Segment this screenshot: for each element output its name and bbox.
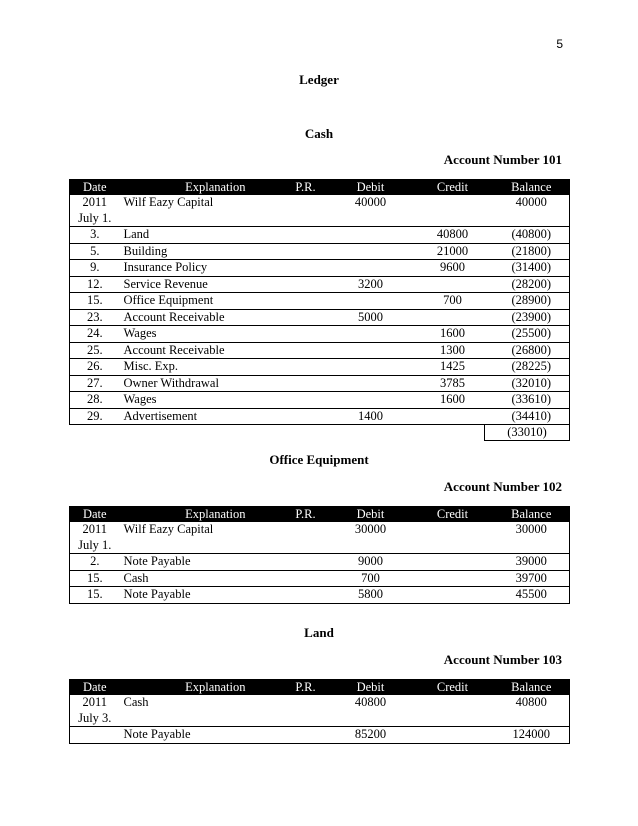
cell-date-month: July 3. [78,710,112,725]
cell-debit [330,359,412,376]
cell-balance: 124000 [512,727,550,741]
cell-empty [494,538,570,554]
cell-date: 12. [86,276,103,291]
cell-pr [282,359,330,376]
cell-balance: (33610) [511,392,552,406]
cell-empty [120,211,282,227]
table-row [70,326,570,343]
cell-debit [330,342,412,359]
cell-explanation: Building [123,243,168,258]
cell-empty [282,211,330,227]
column-header-date: Date [70,506,120,522]
cell-explanation: Insurance Policy [123,260,208,274]
cell-credit: 3785 [440,375,465,390]
cell-pr [282,375,330,392]
cell-balance: (31400) [511,260,552,274]
cell-date: 29. [86,408,103,423]
table-row-continuation [70,211,570,227]
table-row [70,392,570,409]
table-row [70,293,570,310]
column-header-debit: Debit [330,506,412,522]
table-row [70,570,570,587]
cell-explanation: Wilf Eazy Capital [123,195,214,209]
cell-explanation: Misc. Exp. [123,359,179,373]
cell-pr [282,195,330,211]
table-row [70,227,570,244]
cell-balance: 40000 [515,195,547,209]
cell-pr [282,342,330,359]
cell-date: 15. [86,293,103,307]
cell-explanation: Note Payable [123,727,191,741]
column-header-pr: P.R. [282,179,330,195]
table-row [70,342,570,359]
cell-empty [412,211,494,227]
cell-balance: 39700 [515,570,547,585]
table-row [70,554,570,571]
cell-credit [412,276,494,293]
cell-debit: 5000 [358,309,383,324]
cell-pr [282,522,330,538]
cell-balance: (34410) [511,408,552,423]
cell-balance: (28900) [511,293,552,307]
cell-pr [282,276,330,293]
cell-debit: 9000 [358,554,383,568]
cell-empty [330,211,412,227]
cell-pr [282,570,330,587]
account-title-land: Land [304,625,334,640]
table-header-row [70,506,570,522]
cell-balance: (21800) [511,243,552,258]
cell-empty [412,711,494,727]
cell-empty [120,711,282,727]
cell-pr [282,392,330,409]
cell-credit [412,570,494,587]
cell-empty [330,711,412,727]
cell-credit [412,309,494,326]
table-row [70,309,570,326]
cell-debit: 3200 [358,276,383,291]
cell-date: 23. [86,309,103,324]
cell-debit: 40800 [354,695,387,709]
cell-empty [412,538,494,554]
cell-debit: 30000 [354,522,387,536]
table-row [70,695,570,711]
cell-pr [282,309,330,326]
cell-date: 2011 [82,195,108,209]
page-number: 5 [556,37,563,51]
ledger-table-land [69,679,570,744]
column-header-balance: Balance [494,179,570,195]
cell-balance: (25500) [511,326,552,340]
cell-empty [282,538,330,554]
cell-credit [412,727,494,744]
cell-date-month: July 1. [78,210,112,225]
cell-explanation: Wilf Eazy Capital [123,522,214,536]
table-row [70,195,570,211]
cell-date: 15. [86,570,103,585]
cell-pr [282,243,330,260]
column-header-debit: Debit [330,179,412,195]
cell-credit [412,408,494,425]
cell-credit [412,522,494,538]
cell-balance: 40800 [515,695,547,709]
cell-credit: 1425 [440,359,465,373]
cell-explanation: Note Payable [123,554,191,568]
cell-date [70,727,120,744]
cell-pr [282,695,330,711]
table-row [70,243,570,260]
table-row [70,522,570,538]
column-header-credit: Credit [412,506,494,522]
cell-explanation: Land [123,227,150,241]
cell-date: 15. [86,587,103,601]
cell-date: 26. [86,359,103,373]
cell-credit: 700 [443,293,462,307]
column-header-date: Date [70,679,120,695]
cell-debit: 85200 [354,727,387,741]
table-row [70,587,570,604]
column-header-debit: Debit [330,679,412,695]
ledger-table-office-equipment [69,506,570,604]
cell-date: 27. [86,375,103,390]
table-header-row [70,179,570,195]
cell-balance: (23900) [511,309,552,324]
table-row-continuation [70,711,570,727]
cell-pr [282,326,330,343]
cell-empty [120,538,282,554]
cell-balance: (40800) [511,227,552,241]
cell-debit: 700 [361,570,380,585]
cell-date: 2011 [82,522,108,536]
column-header-balance: Balance [494,506,570,522]
cell-explanation: Wages [123,326,157,340]
table-row [70,359,570,376]
column-header-balance: Balance [494,679,570,695]
column-header-explanation: Explanation [120,679,282,695]
cell-debit: 5800 [358,587,383,601]
column-header-pr: P.R. [282,506,330,522]
cell-balance: (28225) [511,359,552,373]
account-number-office-equipment: Account Number 102 [443,479,562,494]
cell-empty [282,711,330,727]
document-title: Ledger [299,72,339,87]
cell-date: 2011 [82,695,108,709]
cell-credit: 1300 [440,342,465,357]
table-row-continuation [70,538,570,554]
cell-explanation: Cash [123,695,149,709]
cell-credit [412,587,494,604]
final-balance-cash: (33010) [484,425,570,441]
account-title-cash: Cash [304,126,334,141]
column-header-explanation: Explanation [120,506,282,522]
cell-balance: 30000 [515,522,547,536]
column-header-credit: Credit [412,179,494,195]
table-row [70,408,570,425]
cell-balance: (28200) [511,276,552,291]
cell-explanation: Wages [123,392,157,406]
column-header-explanation: Explanation [120,179,282,195]
cell-credit: 40800 [436,227,469,241]
cell-explanation: Office Equipment [123,293,214,307]
cell-pr [282,260,330,277]
cell-debit [330,392,412,409]
cell-date: 24. [86,326,103,340]
cell-explanation: Cash [123,570,149,585]
table-row [70,276,570,293]
table-row [70,375,570,392]
cell-credit: 9600 [440,260,465,274]
cell-empty [330,538,412,554]
cell-credit [412,195,494,211]
cell-date: 25. [86,342,103,357]
cell-explanation: Note Payable [123,587,191,601]
cell-explanation: Owner Withdrawal [123,375,219,390]
cell-date: 3. [90,227,100,241]
cell-explanation: Advertisement [123,408,198,423]
cell-date: 9. [90,260,100,274]
cell-date: 2. [90,554,100,568]
table-row [70,727,570,744]
cell-balance: 39000 [515,554,547,568]
cell-debit: 40000 [354,195,387,209]
account-number-land: Account Number 103 [443,652,562,667]
cell-empty [494,711,570,727]
cell-balance: 45500 [515,587,547,601]
cell-balance: (26800) [511,342,552,357]
column-header-credit: Credit [412,679,494,695]
cell-explanation: Account Receivable [123,309,225,324]
account-title-office-equipment: Office Equipment [269,452,369,467]
cell-balance: (32010) [511,375,552,390]
cell-explanation: Service Revenue [123,276,208,291]
cell-date: 28. [86,392,103,406]
cell-credit [412,554,494,571]
cell-date: 5. [90,243,100,258]
column-header-date: Date [70,179,120,195]
cell-credit: 1600 [440,392,465,406]
cell-debit [330,243,412,260]
cell-pr [282,554,330,571]
cell-pr [282,408,330,425]
cell-pr [282,587,330,604]
cell-pr [282,293,330,310]
table-header-row [70,679,570,695]
cell-debit [330,227,412,244]
cell-credit: 21000 [436,243,469,258]
cell-explanation: Account Receivable [123,342,225,357]
cell-credit: 1600 [440,326,465,340]
account-number-cash: Account Number 101 [443,152,562,167]
cell-date-month: July 1. [78,537,112,552]
table-row [70,260,570,277]
cell-empty [494,211,570,227]
column-header-pr: P.R. [282,679,330,695]
cell-credit [412,695,494,711]
cell-debit: 1400 [358,408,383,423]
cell-pr [282,727,330,744]
cell-debit [330,260,412,277]
cell-debit [330,293,412,310]
cell-debit [330,375,412,392]
ledger-table-cash [69,179,570,425]
cell-pr [282,227,330,244]
cell-debit [330,326,412,343]
